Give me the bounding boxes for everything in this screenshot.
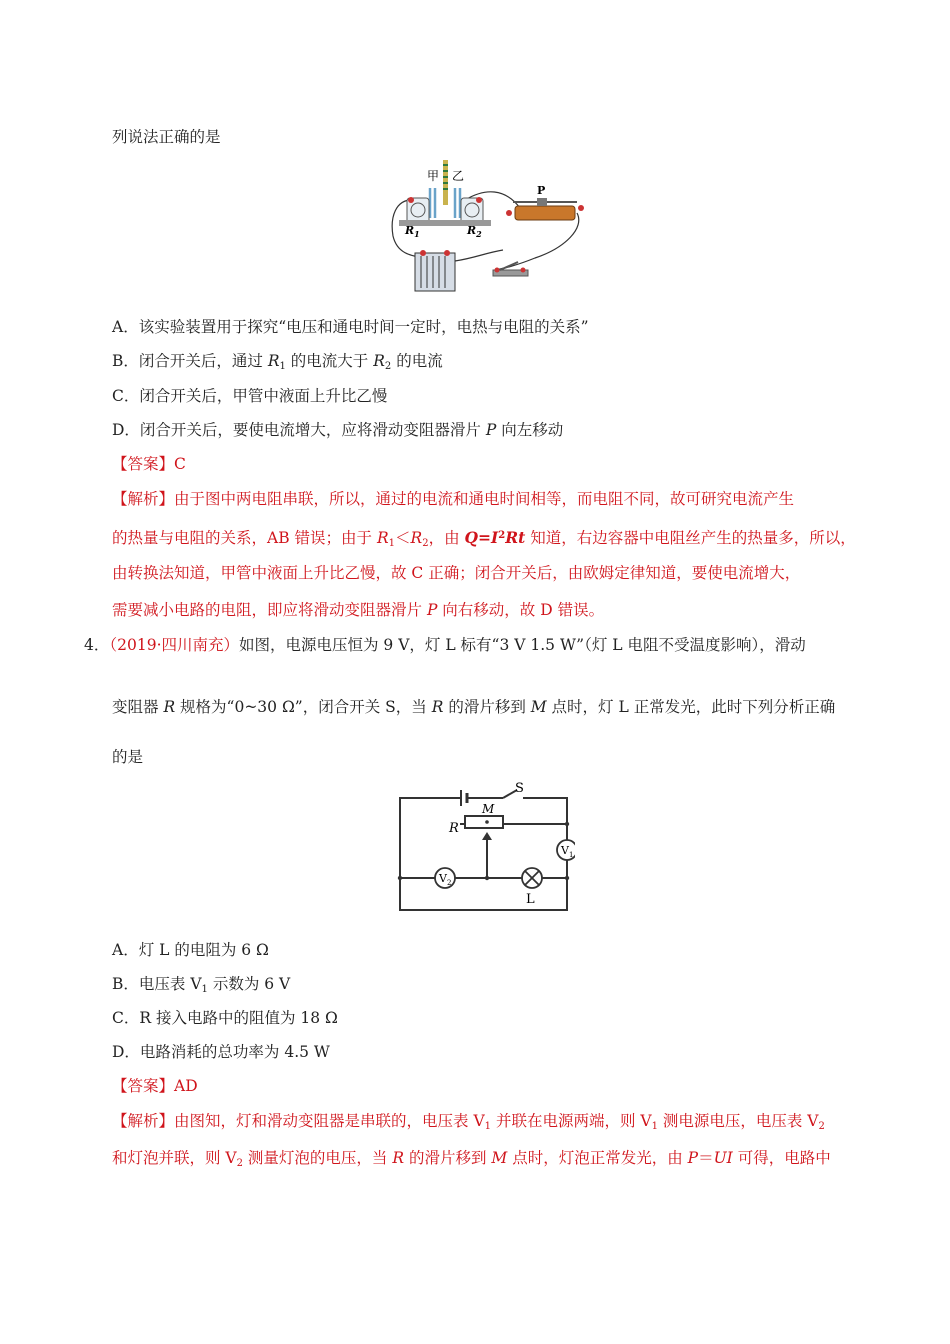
question-source: （2019·四川南充） (109, 636, 239, 654)
option-d: D．闭合开关后，要使电流增大，应将滑动变阻器滑片 P 向左移动 (112, 421, 564, 439)
label-p: P (537, 184, 546, 197)
analysis-line-4: 需要减小电路的电阻，即应将滑动变阻器滑片 P 向右移动，故 D 错误。 (112, 601, 605, 619)
label-r2: R (467, 224, 477, 237)
option-b: B．闭合开关后，通过 $R_1$ 的电流大于 $R_2$ 的电流 (112, 352, 443, 372)
question-4-line-2: 变阻器 R 规格为“0~30 Ω”，闭合开关 S，当 R 的滑片移到 M 点时，灯 L 正常发光，此时下列分析正确 (112, 698, 836, 716)
circuit-diagram (395, 782, 575, 912)
q4-analysis-line-1: 【解析】由图知，灯和滑动变阻器是串联的，电压表 $V_1$ 并联在电源两端，则 $V_1$ 测电源电压，电压表 $V_2$ (112, 1112, 825, 1132)
q4-option-c: C．R 接入电路中的阻值为 18 Ω (112, 1009, 338, 1027)
analysis-line-1: 【解析】由于图中两电阻串联，所以，通过的电流和通电时间相等，而电阻不同，故可研究电流产生 (112, 490, 795, 508)
svg-text:R1: $R_1$ (405, 224, 420, 239)
label-v2: V (439, 872, 447, 885)
question-4-line-1: 4．（2019·四川南充）如图，电源电压恒为 9 V，灯 L 标有“3 V 1.5 W”（灯 L 电阻不受温度影响），滑动 (84, 636, 806, 654)
label-l: L (526, 892, 535, 907)
analysis-line-3: 由转换法知道，甲管中液面上升比乙慢，故 C 正确；闭合开关后，由欧姆定律知道，要使电流增大， (112, 564, 801, 582)
label-yi: 乙 (452, 169, 465, 183)
label-jia: 甲 (427, 169, 440, 183)
label-r1: R (405, 224, 415, 237)
q4-answer: 【答案】AD (112, 1077, 198, 1095)
question-stem-tail: 列说法正确的是 (112, 128, 221, 146)
label-v1: V (561, 844, 569, 857)
label-m: M (482, 802, 495, 816)
q4-option-a: A．灯 L 的电阻为 6 Ω (112, 941, 269, 959)
q4-analysis-line-2: 和灯泡并联，则 $V_2$ 测量灯泡的电压，当 R 的滑片移到 M 点时，灯泡正常发光，由 P＝UI 可得，电路中 (112, 1149, 831, 1169)
q4-option-b: B．电压表 $V_1$ 示数为 6 V (112, 975, 291, 995)
q4-option-d: D．电路消耗的总功率为 4.5 W (112, 1043, 330, 1061)
svg-text:V2: $V_2$ (439, 872, 452, 887)
question-4-line-3: 的是 (112, 748, 144, 766)
svg-text:V1: $V_1$ (561, 844, 574, 859)
option-a: A．该实验装置用于探究“电压和通电时间一定时，电热与电阻的关系” (112, 318, 589, 336)
svg-text:R2: $R_2$ (467, 224, 482, 239)
analysis-line-2: 的热量与电阻的关系，AB 错误；由于 $R_1<R_2$，由 $Q=I^2Rt$ 知道，右边容器中电阻丝产生的热量多，所以， (112, 528, 856, 549)
experiment-apparatus-figure (385, 158, 585, 293)
label-s: S (515, 782, 524, 796)
option-c: C．闭合开关后，甲管中液面上升比乙慢 (112, 387, 388, 405)
label-r: R (449, 821, 459, 836)
answer: 【答案】C (112, 455, 186, 473)
